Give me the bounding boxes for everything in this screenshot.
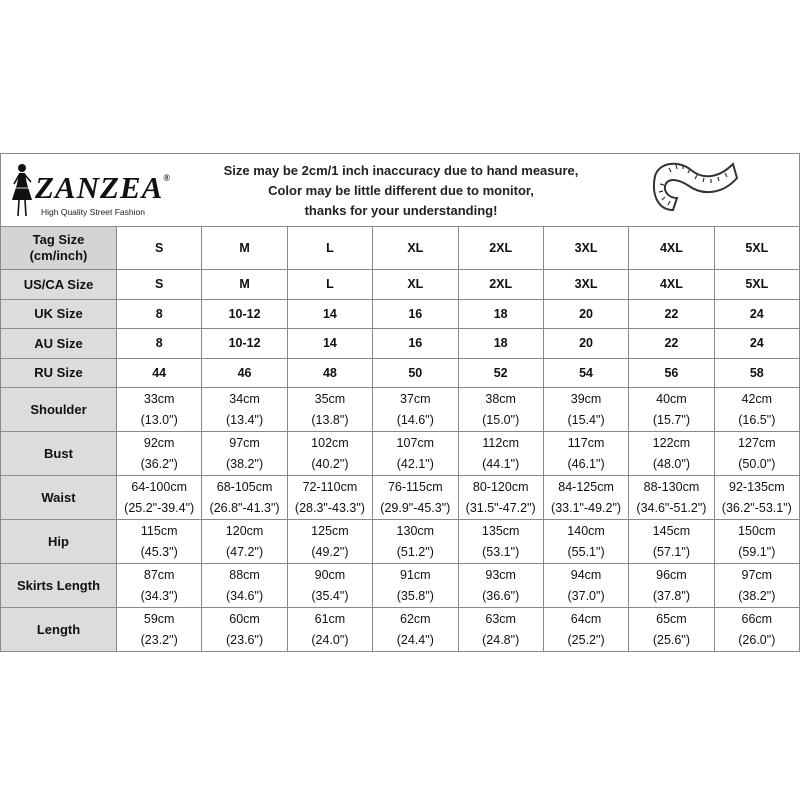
table-cell: 14 [287, 299, 372, 329]
table-cell [202, 608, 287, 652]
inch-value: (45.3") [140, 544, 178, 559]
table-cell: 16 [373, 299, 458, 329]
table-cell: 22 [629, 299, 714, 329]
row-label: Hip [1, 520, 117, 564]
table-cell: 8 [117, 299, 202, 329]
table-cell: 48 [287, 358, 372, 388]
inch-value: (23.2") [140, 632, 178, 647]
inch-value: (38.2") [738, 588, 776, 603]
table-cell [287, 608, 372, 652]
inch-value: (37.8") [652, 588, 690, 603]
table-cell: 14 [287, 329, 372, 359]
table-cell [287, 432, 372, 476]
table-cell: 50 [373, 358, 458, 388]
table-cell [202, 564, 287, 608]
table-cell [714, 520, 799, 564]
inch-value: (44.1") [482, 456, 520, 471]
inch-value: (36.6") [482, 588, 520, 603]
table-row [1, 299, 800, 329]
inch-value: (29.9"-45.3") [380, 500, 451, 515]
table-cell [629, 476, 714, 520]
inch-value: (53.1") [482, 544, 520, 559]
table-cell [458, 608, 543, 652]
inch-value: (50.0") [738, 456, 776, 471]
table-cell [543, 564, 628, 608]
inch-value: (36.2"-53.1") [721, 500, 792, 515]
table-cell [373, 476, 458, 520]
cm-value: 120cm [225, 523, 264, 538]
inch-value: (49.2") [311, 544, 349, 559]
table-cell [202, 520, 287, 564]
table-cell [629, 520, 714, 564]
cm-value: 66cm [741, 611, 773, 626]
inch-value: (14.6") [396, 412, 434, 427]
inch-value: (16.5") [738, 412, 776, 427]
table-cell [629, 432, 714, 476]
table-cell [373, 564, 458, 608]
cm-value: 42cm [741, 391, 773, 406]
row-label: Bust [1, 432, 117, 476]
cm-value: 130cm [396, 523, 435, 538]
inch-value: (24.8") [482, 632, 520, 647]
table-cell [629, 608, 714, 652]
cm-value: 94cm [570, 567, 602, 582]
table-cell [543, 432, 628, 476]
table-cell [714, 564, 799, 608]
table-cell [287, 520, 372, 564]
table-cell [373, 432, 458, 476]
table-row [1, 564, 800, 608]
table-row-tag-size [1, 227, 800, 270]
table-cell [202, 388, 287, 432]
table-cell: 24 [714, 329, 799, 359]
inch-value: (31.5"-47.2") [465, 500, 536, 515]
table-cell [287, 476, 372, 520]
inch-value: (15.4") [567, 412, 605, 427]
cm-value: 93cm [485, 567, 516, 582]
inch-value: (24.0") [311, 632, 349, 647]
row-label: Skirts Length [1, 564, 117, 608]
table-cell [117, 608, 202, 652]
cm-value: 102cm [311, 435, 349, 450]
inch-value: (28.3"-43.3") [294, 500, 365, 515]
table-cell: 20 [543, 299, 628, 329]
cm-value: 112cm [482, 435, 519, 450]
table-cell [373, 520, 458, 564]
cm-value: 91cm [400, 567, 431, 582]
cm-value: 88cm [229, 567, 260, 582]
cm-value: 37cm [400, 391, 431, 406]
table-cell: L [287, 270, 372, 300]
notice-line: thanks for your understanding! [304, 203, 498, 218]
table-cell: 22 [629, 329, 714, 359]
table-cell [117, 476, 202, 520]
table-cell [287, 388, 372, 432]
row-label: US/CA Size [1, 270, 117, 300]
size-notice [201, 161, 601, 221]
cm-value: 60cm [229, 611, 260, 626]
cm-value: 64cm [570, 611, 602, 626]
table-cell [287, 564, 372, 608]
cm-value: 72-110cm [302, 479, 358, 494]
cm-value: 92cm [143, 435, 175, 450]
table-cell: S [117, 270, 202, 300]
size-cell: XL [373, 227, 458, 270]
cm-value: 64-100cm [131, 479, 187, 494]
notice-line: Color may be little different due to monitor, [268, 183, 534, 198]
table-cell [202, 432, 287, 476]
cm-value: 80-120cm [472, 479, 529, 494]
cm-value: 107cm [396, 435, 435, 450]
table-cell [543, 520, 628, 564]
inch-value: (25.2") [567, 632, 605, 647]
brand-tagline: High Quality Street Fashion [41, 207, 145, 217]
fashion-figure-icon [9, 162, 35, 220]
table-cell [117, 564, 202, 608]
table-cell: 2XL [458, 270, 543, 300]
cm-value: 97cm [229, 435, 260, 450]
table-cell [117, 388, 202, 432]
measuring-tape-icon [649, 156, 739, 222]
table-cell [629, 564, 714, 608]
cm-value: 140cm [567, 523, 605, 538]
table-cell [117, 520, 202, 564]
table-row [1, 329, 800, 359]
cm-value: 76-115cm [387, 479, 443, 494]
table-cell [373, 388, 458, 432]
table-cell: 58 [714, 358, 799, 388]
cm-value: 63cm [485, 611, 516, 626]
chart-header [0, 153, 800, 226]
size-cell: 3XL [543, 227, 628, 270]
inch-value: (24.4") [396, 632, 434, 647]
table-cell: XL [373, 270, 458, 300]
inch-value: (57.1") [652, 544, 690, 559]
table-row [1, 358, 800, 388]
table-cell [117, 432, 202, 476]
cm-value: 65cm [656, 611, 687, 626]
inch-value: (38.2") [226, 456, 264, 471]
inch-value: (33.1"-49.2") [551, 500, 622, 515]
cm-value: 40cm [656, 391, 687, 406]
table-cell [458, 432, 543, 476]
cm-value: 39cm [570, 391, 602, 406]
cm-value: 90cm [314, 567, 346, 582]
cm-value: 68-105cm [216, 479, 273, 494]
table-cell [714, 608, 799, 652]
inch-value: (26.8"-41.3") [209, 500, 280, 515]
row-label: Waist [1, 476, 117, 520]
table-cell: M [202, 270, 287, 300]
brand-name: ZANZEA® [35, 170, 172, 205]
row-label: RU Size [1, 358, 117, 388]
table-row [1, 388, 800, 432]
inch-value: (34.6"-51.2") [636, 500, 707, 515]
inch-value: (35.8") [396, 588, 434, 603]
inch-value: (55.1") [567, 544, 605, 559]
row-label: Length [1, 608, 117, 652]
cm-value: 125cm [311, 523, 349, 538]
table-cell [373, 608, 458, 652]
row-label: UK Size [1, 299, 117, 329]
table-row [1, 476, 800, 520]
table-cell: 18 [458, 329, 543, 359]
cm-value: 84-125cm [558, 479, 614, 494]
inch-value: (35.4") [311, 588, 349, 603]
notice-line: Size may be 2cm/1 inch inaccuracy due to hand measure, [223, 163, 579, 178]
table-cell: 10-12 [202, 329, 287, 359]
table-cell: 10-12 [202, 299, 287, 329]
inch-value: (26.0") [738, 632, 776, 647]
table-cell: 20 [543, 329, 628, 359]
cm-value: 88-130cm [643, 479, 700, 494]
inch-value: (46.1") [567, 456, 605, 471]
inch-value: (59.1") [738, 544, 776, 559]
table-row [1, 432, 800, 476]
table-cell: 5XL [714, 270, 799, 300]
inch-value: (15.7") [652, 412, 690, 427]
table-cell [202, 476, 287, 520]
size-cell: 4XL [629, 227, 714, 270]
table-cell [714, 476, 799, 520]
size-cell: S [117, 227, 202, 270]
inch-value: (51.2") [396, 544, 434, 559]
cm-value: 35cm [314, 391, 346, 406]
table-cell [543, 388, 628, 432]
brand-logo [9, 160, 179, 220]
table-cell: 52 [458, 358, 543, 388]
cm-value: 97cm [741, 567, 773, 582]
inch-value: (47.2") [226, 544, 264, 559]
cm-value: 127cm [738, 435, 776, 450]
inch-value: (48.0") [652, 456, 690, 471]
table-cell [458, 564, 543, 608]
inch-value: (42.1") [396, 456, 434, 471]
size-cell: M [202, 227, 287, 270]
row-label: Tag Size (cm/inch) [1, 227, 117, 270]
size-chart [0, 153, 800, 652]
size-cell: 5XL [714, 227, 799, 270]
cm-value: 145cm [652, 523, 691, 538]
inch-value: (40.2") [311, 456, 349, 471]
inch-value: (25.2"-39.4") [124, 500, 195, 515]
cm-value: 117cm [567, 435, 605, 450]
cm-value: 122cm [652, 435, 691, 450]
inch-value: (25.6") [652, 632, 690, 647]
inch-value: (13.8") [311, 412, 349, 427]
table-cell: 56 [629, 358, 714, 388]
inch-value: (36.2") [140, 456, 178, 471]
inch-value: (13.0") [140, 412, 178, 427]
table-cell: 18 [458, 299, 543, 329]
cm-value: 92-135cm [729, 479, 785, 494]
inch-value: (15.0") [482, 412, 520, 427]
inch-value: (13.4") [226, 412, 264, 427]
cm-value: 115cm [140, 523, 178, 538]
table-cell [458, 476, 543, 520]
cm-value: 38cm [485, 391, 516, 406]
cm-value: 61cm [314, 611, 346, 626]
size-cell: 2XL [458, 227, 543, 270]
table-cell [543, 608, 628, 652]
cm-value: 59cm [143, 611, 175, 626]
table-cell: 4XL [629, 270, 714, 300]
size-table [0, 226, 800, 652]
cm-value: 135cm [481, 523, 520, 538]
table-cell [714, 432, 799, 476]
table-row [1, 608, 800, 652]
table-cell [458, 388, 543, 432]
table-cell [714, 388, 799, 432]
row-label: Shoulder [1, 388, 117, 432]
inch-value: (37.0") [567, 588, 605, 603]
table-cell [458, 520, 543, 564]
table-cell: 16 [373, 329, 458, 359]
table-row [1, 270, 800, 300]
row-label: AU Size [1, 329, 117, 359]
table-cell: 44 [117, 358, 202, 388]
cm-value: 34cm [229, 391, 260, 406]
table-cell [629, 388, 714, 432]
size-cell: L [287, 227, 372, 270]
inch-value: (34.6") [226, 588, 264, 603]
table-cell: 46 [202, 358, 287, 388]
inch-value: (34.3") [140, 588, 178, 603]
cm-value: 87cm [143, 567, 175, 582]
cm-value: 150cm [738, 523, 776, 538]
table-cell: 24 [714, 299, 799, 329]
cm-value: 62cm [400, 611, 431, 626]
table-cell [543, 476, 628, 520]
table-cell: 8 [117, 329, 202, 359]
cm-value: 96cm [656, 567, 687, 582]
inch-value: (23.6") [226, 632, 264, 647]
table-cell: 3XL [543, 270, 628, 300]
table-cell: 54 [543, 358, 628, 388]
cm-value: 33cm [143, 391, 175, 406]
table-row [1, 520, 800, 564]
